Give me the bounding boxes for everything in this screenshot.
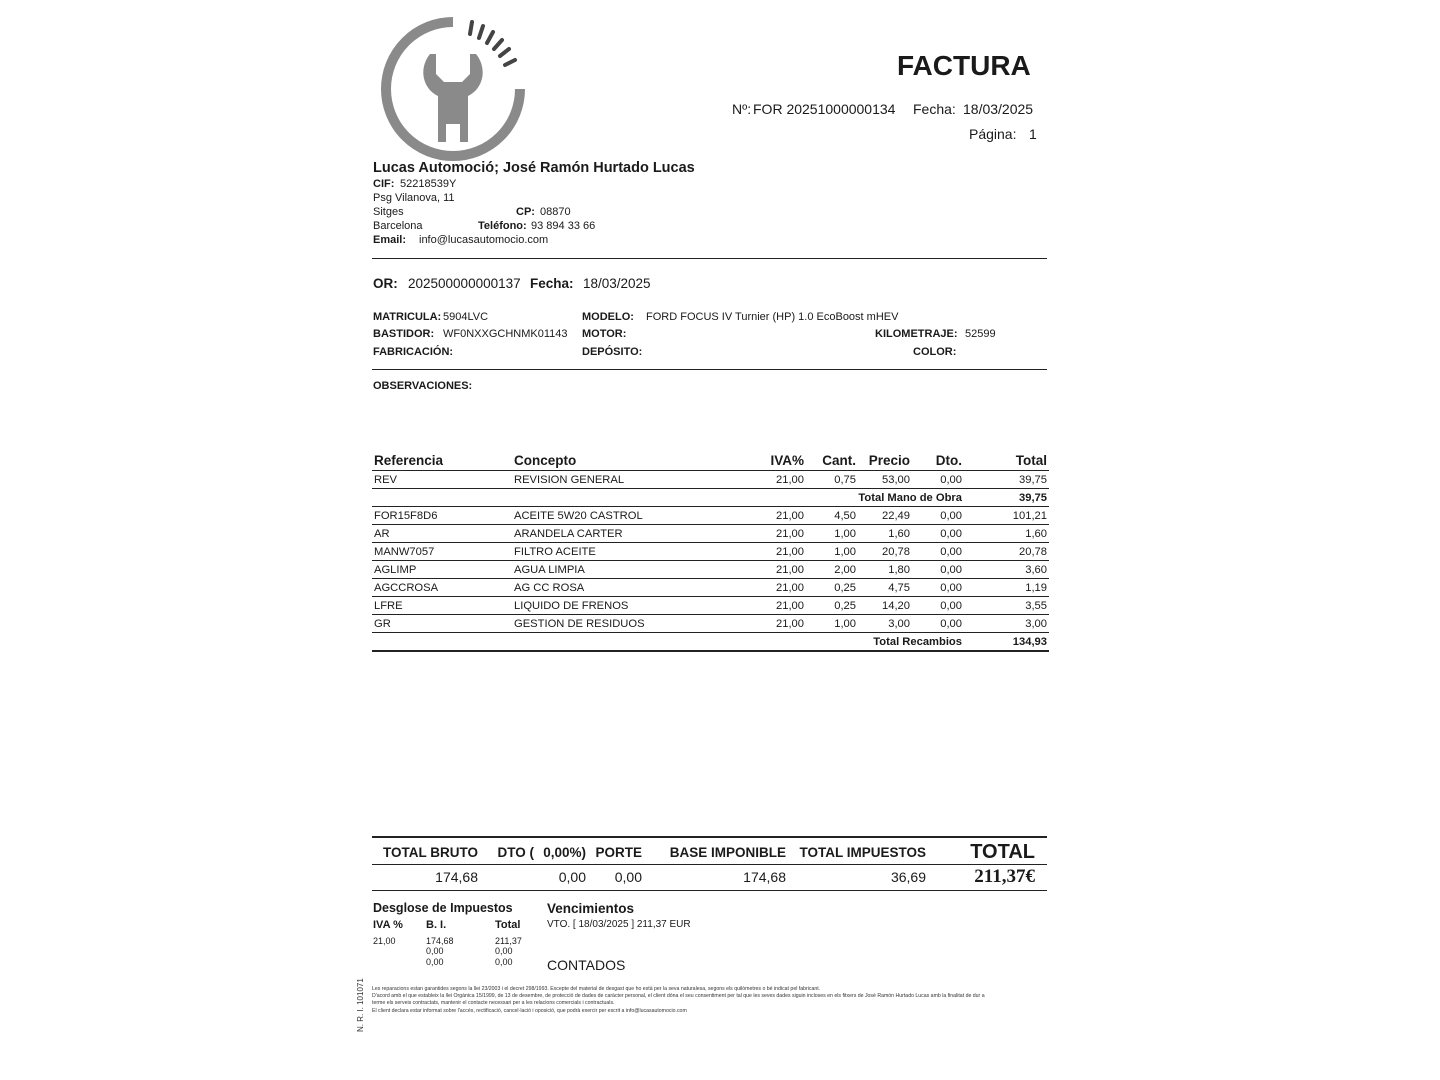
- company-name: Lucas Automoció; José Ramón Hurtado Lucas: [373, 160, 695, 176]
- total-label: TOTAL: [930, 837, 1047, 865]
- cell-concepto: LIQUIDO DE FRENOS: [512, 597, 758, 615]
- cell-total: 1,60: [964, 525, 1049, 543]
- cell-concepto: AG CC ROSA: [512, 579, 758, 597]
- col-header-referencia: Referencia: [372, 450, 512, 471]
- tax-header-total: Total: [495, 919, 521, 931]
- dto-spacer: [482, 865, 538, 891]
- cell-iva: 21,00: [758, 543, 806, 561]
- document-title: FACTURA: [897, 50, 1031, 81]
- cell-dto: 0,00: [912, 615, 964, 633]
- cell-cantidad: 2,00: [806, 561, 858, 579]
- divider: [372, 258, 1047, 259]
- tax-row-bi: 174,68: [426, 936, 454, 946]
- labor-subtotal-label: Total Mano de Obra: [372, 489, 964, 507]
- cell-precio: 1,80: [858, 561, 912, 579]
- legal-text-line: terme els serveis contractats, mantenir el contacte necessari per a les relacions comercials i contractuals.: [372, 1000, 615, 1006]
- cell-iva: 21,00: [758, 507, 806, 525]
- cell-total: 101,21: [964, 507, 1049, 525]
- email-label: Email:: [373, 234, 407, 246]
- cell-total: 20,78: [964, 543, 1049, 561]
- total-bruto-value: 174,68: [372, 865, 482, 891]
- cell-total: 3,55: [964, 597, 1049, 615]
- company-province: Barcelona: [373, 220, 423, 232]
- cell-precio: 22,49: [858, 507, 912, 525]
- cell-iva: 21,00: [758, 579, 806, 597]
- dto-value: 0,00: [538, 865, 590, 891]
- company-address: Psg Vilanova, 11: [373, 192, 455, 204]
- table-row: [372, 543, 1049, 561]
- modelo-label: MODELO:: [582, 311, 634, 323]
- cell-precio: 3,00: [858, 615, 912, 633]
- parts-subtotal-label: Total Recambios: [372, 633, 964, 652]
- legal-text-line: D'acord amb el que estableix la llei Orgànica 15/1999, de 13 de desembre, de protecció de dades de caràcter personal, el client dóna el seu consentiment per tal que les seves dades siguin incloses en els fitxers de José Ramón Hurtado Lucas amb la finalitat de dur a: [372, 993, 985, 999]
- legal-text-line: Les reparacions estan garantides segons la llei 23/2003 i el decret 298/1993. Excepte del material de desgast que ho està per la seva naturalesa, segons els quilòmetres o bé indicat pel fabricant.: [372, 986, 821, 992]
- page-number: 1: [1029, 126, 1037, 142]
- or-date: 18/03/2025: [583, 276, 651, 291]
- cell-iva: 21,00: [758, 597, 806, 615]
- cell-referencia: MANW7057: [372, 543, 512, 561]
- phone-label: Teléfono:: [478, 220, 527, 232]
- cell-dto: 0,00: [912, 525, 964, 543]
- company-city: Sitges: [373, 206, 404, 218]
- cell-iva: 21,00: [758, 561, 806, 579]
- cell-concepto: REVISION GENERAL: [512, 471, 758, 489]
- matricula-value: 5904LVC: [443, 311, 489, 323]
- table-row: [372, 615, 1049, 633]
- cp-label: CP:: [516, 206, 535, 218]
- tax-header-iva: IVA %: [373, 919, 403, 931]
- cell-concepto: ARANDELA CARTER: [512, 525, 758, 543]
- cell-dto: 0,00: [912, 579, 964, 597]
- col-header-concepto: Concepto: [512, 450, 758, 471]
- tax-row-total: 0,00: [495, 957, 513, 967]
- cell-referencia: AR: [372, 525, 512, 543]
- modelo-value: FORD FOCUS IV Turnier (HP) 1.0 EcoBoost mHEV: [646, 311, 899, 323]
- total-bruto-label: TOTAL BRUTO: [372, 837, 482, 865]
- totals-header-row: [372, 837, 1047, 865]
- cell-concepto: GESTION DE RESIDUOS: [512, 615, 758, 633]
- cell-precio: 1,60: [858, 525, 912, 543]
- invoice-number: FOR 20251000000134: [753, 101, 896, 117]
- cell-precio: 4,75: [858, 579, 912, 597]
- fabricacion-label: FABRICACIÓN:: [373, 346, 454, 358]
- cell-referencia: FOR15F8D6: [372, 507, 512, 525]
- labor-subtotal-row: [372, 489, 1049, 507]
- or-label: OR:: [373, 276, 398, 291]
- registry-number: N. R. I. 101071: [356, 978, 365, 1032]
- or-date-label: Fecha:: [530, 276, 574, 291]
- cell-concepto: AGUA LIMPIA: [512, 561, 758, 579]
- cell-cantidad: 4,50: [806, 507, 858, 525]
- cell-precio: 53,00: [858, 471, 912, 489]
- page-label: Página:: [969, 126, 1017, 142]
- cell-iva: 21,00: [758, 525, 806, 543]
- base-imponible-label: BASE IMPONIBLE: [646, 837, 790, 865]
- porte-label: PORTE: [590, 837, 646, 865]
- table-row: [372, 507, 1049, 525]
- cell-dto: 0,00: [912, 561, 964, 579]
- parts-subtotal-value: 134,93: [964, 633, 1049, 652]
- parts-subtotal-row: [372, 633, 1049, 652]
- email-value: info@lucasautomocio.com: [419, 234, 549, 246]
- cell-cantidad: 1,00: [806, 615, 858, 633]
- cell-referencia: AGCCROSA: [372, 579, 512, 597]
- total-impuestos-label: TOTAL IMPUESTOS: [790, 837, 930, 865]
- cell-referencia: GR: [372, 615, 512, 633]
- tax-header-bi: B. I.: [426, 919, 447, 931]
- col-header-total: Total: [964, 450, 1049, 471]
- cif-value: 52218539Y: [400, 178, 457, 190]
- cell-cantidad: 1,00: [806, 525, 858, 543]
- cell-dto: 0,00: [912, 507, 964, 525]
- table-row: [372, 561, 1049, 579]
- cell-precio: 14,20: [858, 597, 912, 615]
- deposito-label: DEPÓSITO:: [582, 346, 643, 358]
- total-impuestos-value: 36,69: [790, 865, 930, 891]
- labor-subtotal-value: 39,75: [964, 489, 1049, 507]
- cell-referencia: AGLIMP: [372, 561, 512, 579]
- motor-label: MOTOR:: [582, 328, 627, 340]
- totals-values-row: [372, 865, 1047, 891]
- cif-label: CIF:: [373, 178, 395, 190]
- cell-concepto: ACEITE 5W20 CASTROL: [512, 507, 758, 525]
- cell-total: 1,19: [964, 579, 1049, 597]
- cell-iva: 21,00: [758, 615, 806, 633]
- bastidor-label: BASTIDOR:: [373, 328, 435, 340]
- cell-cantidad: 0,75: [806, 471, 858, 489]
- items-header-row: [372, 450, 1049, 471]
- observaciones-label: OBSERVACIONES:: [373, 380, 473, 392]
- cell-referencia: LFRE: [372, 597, 512, 615]
- cell-dto: 0,00: [912, 597, 964, 615]
- color-label: COLOR:: [913, 346, 957, 358]
- base-imponible-value: 174,68: [646, 865, 790, 891]
- cell-dto: 0,00: [912, 543, 964, 561]
- vencimiento-line: VTO. [ 18/03/2025 ] 211,37 EUR: [547, 919, 691, 930]
- total-value: 211,37€: [930, 865, 1047, 891]
- bastidor-value: WF0NXXGCHNMK01143: [443, 328, 568, 340]
- tax-row-total: 0,00: [495, 946, 513, 956]
- dto-label: DTO (: [482, 837, 538, 865]
- kilometraje-label: KILOMETRAJE:: [875, 328, 958, 340]
- cell-cantidad: 0,25: [806, 597, 858, 615]
- cell-total: 3,00: [964, 615, 1049, 633]
- company-logo: [378, 14, 528, 164]
- invoice-date: 18/03/2025: [963, 101, 1034, 117]
- tax-breakdown-title: Desglose de Impuestos: [373, 901, 513, 915]
- cell-concepto: FILTRO ACEITE: [512, 543, 758, 561]
- tax-row-bi: 0,00: [426, 946, 444, 956]
- cell-total: 3,60: [964, 561, 1049, 579]
- tax-row-total: 211,37: [495, 936, 522, 946]
- table-row: [372, 597, 1049, 615]
- tax-row-iva: 21,00: [373, 936, 396, 946]
- col-header-precio: Precio: [858, 450, 912, 471]
- cell-referencia: REV: [372, 471, 512, 489]
- table-row: [372, 471, 1049, 489]
- table-row: [372, 579, 1049, 597]
- totals-table: [372, 836, 1047, 891]
- cell-cantidad: 1,00: [806, 543, 858, 561]
- payment-method: CONTADOS: [547, 957, 626, 973]
- or-number: 202500000000137: [408, 276, 521, 291]
- divider: [372, 369, 1047, 370]
- phone-value: 93 894 33 66: [531, 220, 596, 232]
- cell-cantidad: 0,25: [806, 579, 858, 597]
- cell-total: 39,75: [964, 471, 1049, 489]
- invoice-date-label: Fecha:: [913, 101, 956, 117]
- kilometraje-value: 52599: [965, 328, 996, 340]
- legal-text-line: El client declara estar informat sobre l'accés, rectificació, cancel·lació i oposició, que podrà exercir per escrit a info@lucasautomocio.com: [372, 1008, 687, 1014]
- matricula-label: MATRICULA:: [373, 311, 442, 323]
- porte-value: 0,00: [590, 865, 646, 891]
- col-header-dto: Dto.: [912, 450, 964, 471]
- invoice-number-label: Nº:: [732, 101, 752, 117]
- vencimientos-title: Vencimientos: [547, 901, 635, 916]
- tax-row-bi: 0,00: [426, 957, 444, 967]
- dto-percent: 0,00%): [538, 837, 590, 865]
- cell-dto: 0,00: [912, 471, 964, 489]
- cell-precio: 20,78: [858, 543, 912, 561]
- table-row: [372, 525, 1049, 543]
- col-header-iva: IVA%: [758, 450, 806, 471]
- cp-value: 08870: [540, 206, 571, 218]
- items-table: [372, 450, 1049, 652]
- cell-iva: 21,00: [758, 471, 806, 489]
- col-header-cantidad: Cant.: [806, 450, 858, 471]
